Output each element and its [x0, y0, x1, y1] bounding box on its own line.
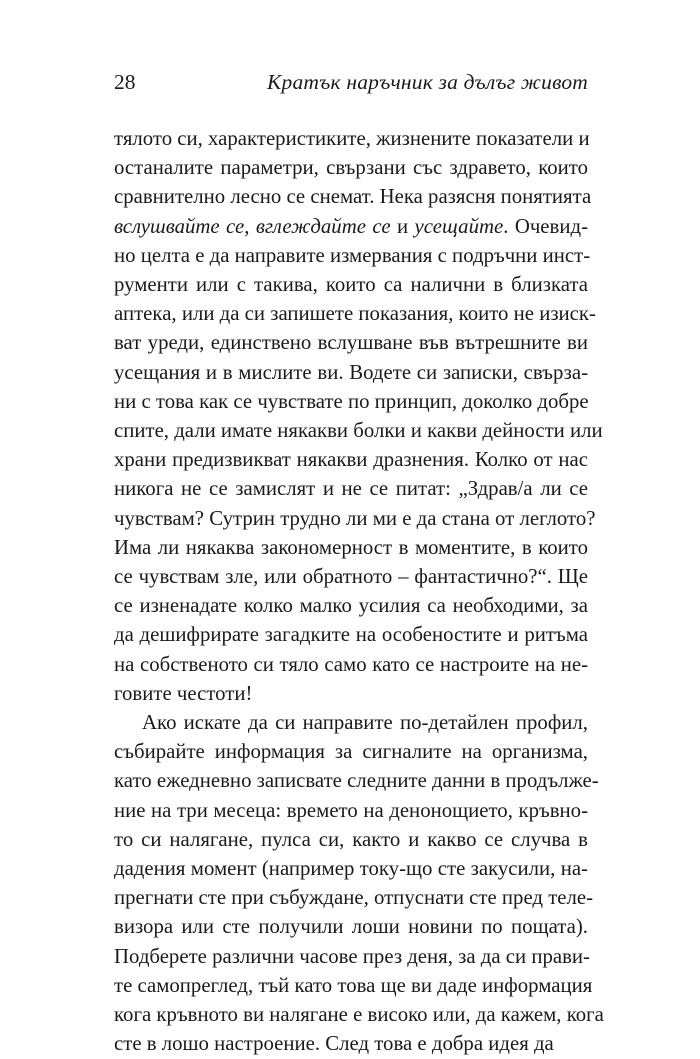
text-line — [114, 737, 588, 766]
text-line — [114, 766, 599, 795]
text-run: дадения момент (например току-що сте закусили, на- — [114, 857, 588, 881]
text-run: останалите параметри, свързани със здравето, които — [114, 156, 588, 180]
text-run: аптека, или да си запишете показания, които не изиск- — [114, 302, 596, 326]
text-run: ни с това как се чувствате по принцип, доколко добре — [114, 389, 589, 413]
text-run: тялото си, характеристиките, жизнените показатели и — [114, 127, 590, 150]
text-run: , — [244, 214, 256, 238]
text-line — [114, 474, 588, 503]
page-header — [114, 70, 588, 100]
text-run: Ако искате да си направите по-детайлен профил, — [142, 711, 588, 735]
text-run: на собственото си тяло само като се настроите на не- — [114, 652, 588, 676]
page-number: 28 — [114, 70, 136, 94]
text-line — [114, 416, 603, 445]
text-line — [114, 153, 588, 182]
text-run: събирайте информация за сигналите на организма, — [114, 740, 588, 764]
text-run: никога не се замислят и не се питат: „Здрав/а ли се — [114, 477, 588, 501]
text-line — [114, 504, 596, 533]
text-line — [114, 708, 588, 737]
text-line — [114, 591, 588, 620]
text-line — [114, 241, 591, 270]
text-line — [114, 562, 588, 591]
text-line — [114, 912, 588, 941]
text-line — [114, 212, 588, 241]
text-run: ние на три месеца: времето на денонощието, кръвно- — [114, 798, 588, 822]
text-line — [114, 358, 588, 387]
text-line — [114, 270, 588, 299]
text-line — [114, 942, 588, 971]
italic-term: вслушвайте се — [114, 214, 245, 238]
text-line — [114, 796, 588, 825]
text-run: Подберете различни часове през деня, за да си прави- — [114, 944, 590, 968]
paragraph — [114, 124, 603, 708]
text-run: те самопреглед, тъй като това ще ви даде информация — [114, 973, 593, 997]
paragraph — [114, 708, 604, 1058]
text-line — [114, 854, 588, 883]
italic-term: усещайте — [414, 214, 504, 238]
text-run: говите честоти! — [114, 681, 253, 705]
text-line — [114, 1000, 604, 1029]
text-run: се чувствам зле, или обратното – фантастично?“. Ще — [114, 565, 588, 589]
text-run: но целта е да направите измервания с подръчни инст- — [114, 243, 591, 267]
italic-term: вглеждайте се — [255, 214, 391, 238]
text-run: като ежедневно записвате следните данни в продълже- — [114, 769, 599, 793]
text-run: усещания и в мислите ви. Водете си записки, свърза- — [114, 360, 588, 384]
text-run: . Очевид- — [503, 214, 588, 238]
text-line — [114, 650, 588, 679]
text-run: спите, дали имате някакви болки и какви дейности или — [114, 419, 603, 443]
text-run: то си налягане, пулса си, както и какво се случва в — [114, 827, 588, 851]
text-line — [114, 445, 588, 474]
text-line — [114, 533, 588, 562]
text-line — [114, 1029, 588, 1058]
text-line — [114, 679, 588, 708]
text-line — [114, 328, 588, 357]
text-run: храни предизвикват някакви дразнения. Колко от нас — [114, 448, 588, 472]
text-run: сте в лошо настроение. След това е добра идея да — [114, 1032, 554, 1056]
text-run: чувствам? Сутрин трудно ли ми е да стана от леглото? — [114, 506, 596, 530]
body-text — [114, 124, 604, 1059]
text-line — [114, 124, 588, 153]
text-run: прегнати сте при събуждане, отпуснати сте пред теле- — [114, 886, 594, 910]
running-title: Кратък наръчник за дълъг живот — [267, 70, 588, 94]
text-line — [114, 182, 592, 211]
text-run: рументи или с такива, които са налични в близката — [114, 273, 588, 297]
text-run: сравнително лесно се снемат. Нека разясня понятията — [114, 185, 592, 209]
text-line — [114, 387, 588, 416]
text-run: Има ли някаква закономерност в моментите, в които — [114, 535, 588, 559]
text-run: визора или сте получили лоши новини по пощата). — [114, 915, 588, 939]
text-line — [114, 971, 593, 1000]
text-run: да дешифрирате загадките на особеностите и ритъма — [114, 623, 588, 647]
text-run: кога кръвното ви налягане е високо или, да кажем, кога — [114, 1003, 604, 1027]
text-line — [114, 299, 596, 328]
text-run: и — [390, 214, 415, 238]
text-run: се изненадате колко малко усилия са необходими, за — [114, 594, 588, 618]
text-line — [114, 620, 588, 649]
text-run: ват уреди, единствено вслушване във вътрешните ви — [114, 331, 588, 355]
text-line — [114, 883, 594, 912]
text-line — [114, 825, 588, 854]
